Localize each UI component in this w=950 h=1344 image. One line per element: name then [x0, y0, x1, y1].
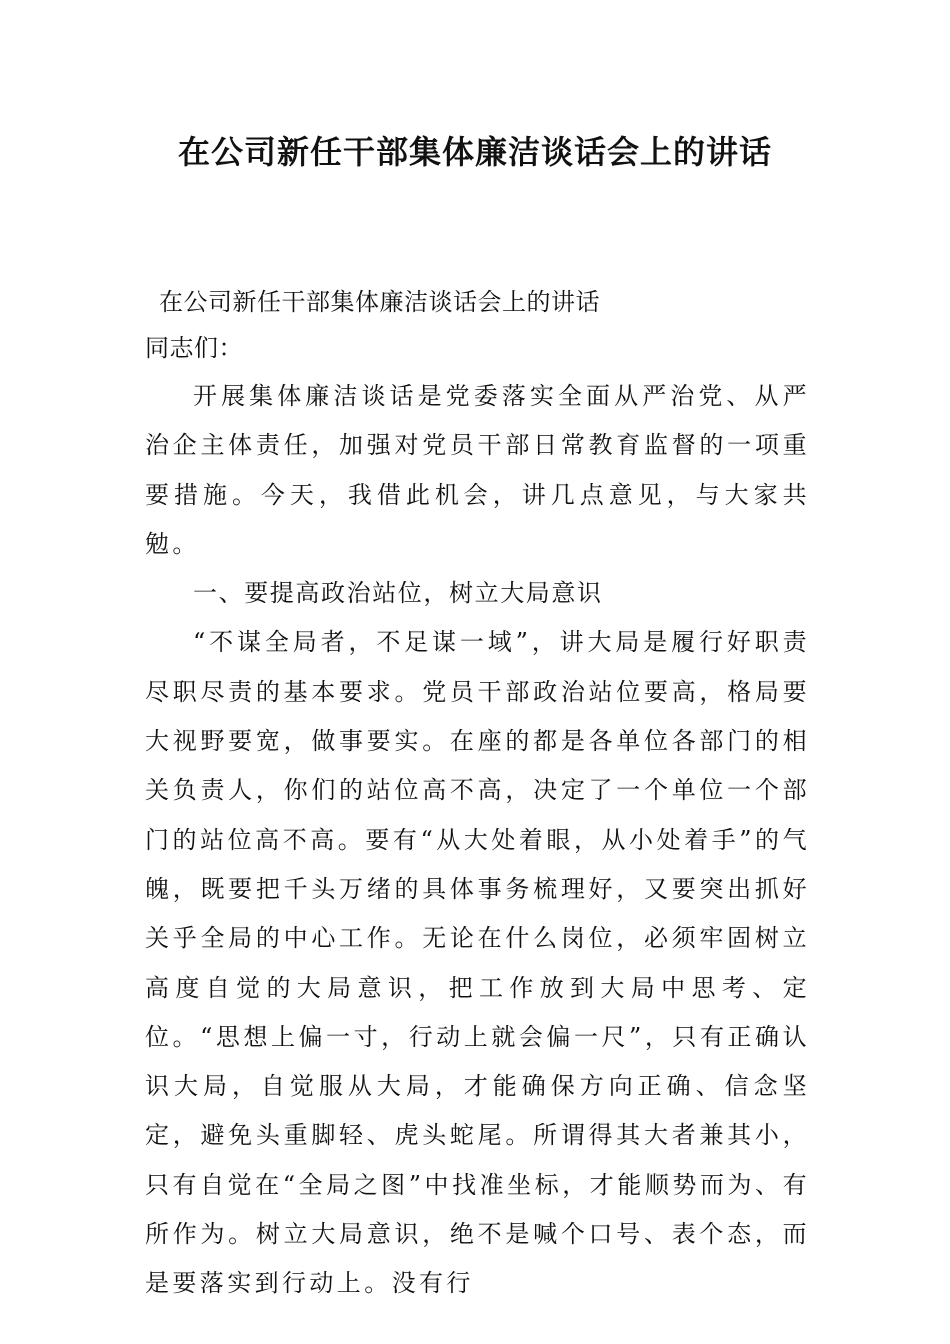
document-title: 在公司新任干部集体廉洁谈话会上的讲话 — [177, 133, 772, 171]
salutation: 同志们： — [145, 334, 243, 362]
section-1-paragraph: “不谋全局者，不足谋一域”，讲大局是履行好职责尽职尽责的基本要求。党员干部政治站位要高，格局要大视野要宽，做事要实。在座的都是各单位各部门的相关负责人，你们的站位高不高，决定了一个单位一个部门的站位高不高。要有“从大处着眼，从小处着手”的气魄，既要把千头万绪的具体事务梳理好，又要突出抓好关乎全局的中心工作。无论在什么岗位，必须牢固树立高度自觉的大局意识，把工作放到大局中思考、定位。“思想上偏一寸，行动上就会偏一尺”，只有正确认识大局，自觉服从大局，才能确保方向正确、信念坚定，避免头重脚轻、虎头蛇尾。所谓得其大者兼其小，只有自觉在“全局之图”中找准坐标，才能顺势而为、有所作为。树立大局意识，绝不是喊个口号、表个态，而是要落实到行动上。没有行 — [145, 628, 810, 1298]
intro-paragraph: 开展集体廉洁谈话是党委落实全面从严治党、从严治企主体责任，加强对党员干部日常教育监督的一项重要措施。今天，我借此机会，讲几点意见，与大家共勉。 — [145, 382, 810, 558]
section-1-heading: 一、要提高政治站位，树立大局意识 — [193, 579, 603, 608]
document-subtitle: 在公司新任干部集体廉洁谈话会上的讲话 — [159, 288, 600, 316]
document-body — [145, 280, 810, 1309]
